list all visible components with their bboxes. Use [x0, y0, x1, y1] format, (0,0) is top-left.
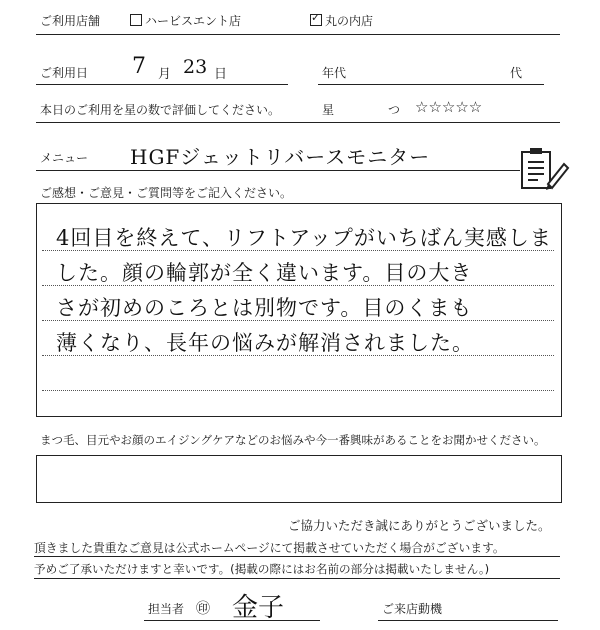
clipboard-pencil-icon — [518, 146, 572, 194]
comment-line-3: さが初めのころとは別物です。目のくまも — [56, 296, 473, 320]
staff-name: 金子 — [232, 593, 285, 623]
comment-guide-line — [42, 390, 554, 391]
store-option-marunouchi-label: 丸の内店 — [325, 14, 374, 28]
staff-seal-mark: ㊞ — [196, 601, 210, 617]
interest-prompt: まつ毛、目元やお顔のエイジングケアなどのお悩みや今一番興味があることをお聞かせください。 — [40, 433, 546, 447]
store-option-marunouchi[interactable] — [310, 12, 373, 29]
checkbox-marunouchi[interactable] — [310, 14, 322, 26]
notice-underline — [34, 556, 560, 557]
age-unit: 代 — [510, 66, 523, 80]
age-label: 年代 — [322, 66, 347, 80]
date-label: ご利用日 — [40, 66, 89, 80]
rating-question: 本日のご利用を星の数で評価してください。 — [40, 103, 281, 117]
notice-underline — [34, 578, 560, 579]
date-month-value: 7 — [132, 54, 146, 79]
row-divider — [36, 170, 520, 171]
date-day-unit: 日 — [214, 67, 228, 82]
star-count-unit: つ — [388, 103, 401, 117]
visit-motive-label: ご来店動機 — [382, 602, 443, 616]
comment-line-4: 薄くなり、長年の悩みが解消されました。 — [56, 331, 474, 355]
notice-line-1: 頂きました貴重なご意見は公式ホームページにて掲載させていただく場合がございます。 — [34, 541, 505, 555]
store-label: ご利用店舗 — [40, 14, 101, 28]
staff-label: 担当者 — [148, 602, 185, 616]
store-option-harbis[interactable] — [130, 12, 241, 29]
menu-label: メニュー — [40, 151, 89, 165]
star-rating[interactable]: ☆☆☆☆☆ — [415, 98, 483, 116]
date-day-value: 23 — [183, 56, 208, 78]
comments-prompt: ご感想・ご意見・ご質問等をご記入ください。 — [40, 186, 293, 200]
checkbox-harbis[interactable] — [130, 14, 142, 26]
age-underline — [318, 84, 544, 85]
row-divider — [36, 122, 560, 123]
comment-line-1: 4回目を終えて、リフトアップがいちばん実感しま — [56, 226, 552, 250]
staff-underline — [144, 620, 320, 621]
visit-motive-underline[interactable] — [378, 620, 558, 621]
date-month-unit: 月 — [158, 67, 172, 82]
thanks-text: ご協力いただき誠にありがとうございました。 — [288, 518, 551, 533]
date-underline — [36, 84, 288, 85]
notice-line-2: 予めご了承いただけますと幸いです。(掲載の際にはお名前の部分は掲載いたしません。) — [34, 562, 490, 576]
comment-line-2: した。顔の輪郭が全く違います。目の大き — [56, 261, 473, 285]
menu-value: HGFジェットリバースモニター — [130, 145, 431, 169]
row-divider — [36, 34, 560, 35]
store-option-harbis-label: ハービスエント店 — [145, 14, 242, 28]
interest-box[interactable] — [36, 455, 562, 503]
star-label: 星 — [322, 103, 335, 117]
